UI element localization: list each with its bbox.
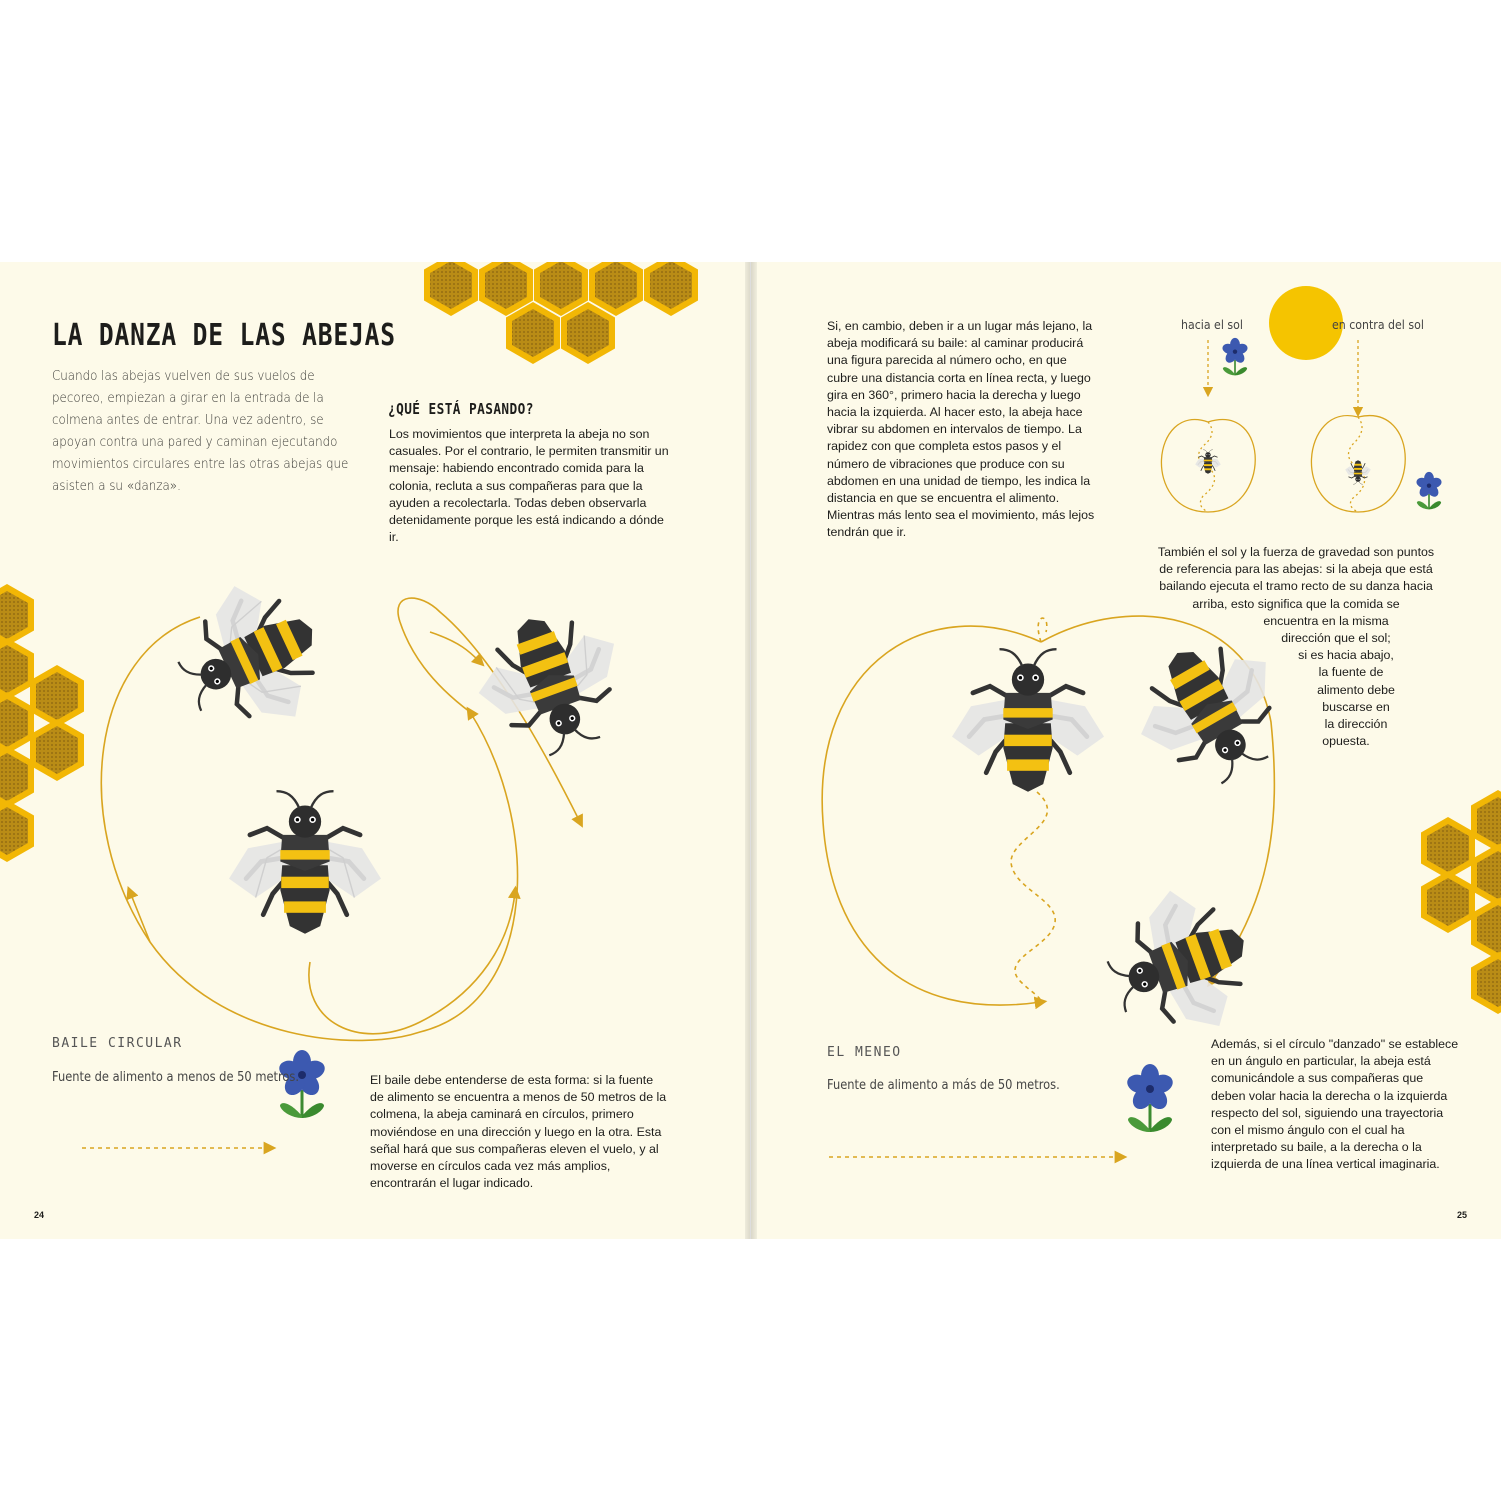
bee-waggle-bottom (1092, 873, 1268, 1054)
honeycomb-left (0, 584, 84, 862)
subheading: ¿QUÉ ESTÁ PASANDO? (388, 400, 534, 418)
gravity-line: si es hacia abajo, (1298, 648, 1394, 663)
subheading-text: Los movimientos que interpreta la abeja no son casuales. Por el contrario, le permiten transmitir un mensaje: habiendo encontrado comida para la colonia, recluta a sus compañeras para que la ayuden a recolectarla. Todas deben observarla detenidamente porque les está indicando a dónde ir. (389, 427, 669, 545)
honeycomb-right (1421, 790, 1501, 1014)
mini-dance-diagrams (1161, 340, 1405, 512)
gravity-line: de referencia para las abejas: si la abeja que está (1159, 562, 1433, 577)
page-number-left: 24 (34, 1210, 45, 1220)
section-caption-waggle: Fuente de alimento a más de 50 metros. (827, 1078, 1060, 1093)
sun-label-toward: hacia el sol (1181, 317, 1243, 332)
bee-upper-left (159, 564, 342, 752)
gravity-text (1131, 544, 1461, 750)
gravity-line: dirección que el sol; (1281, 631, 1391, 646)
circular-dance-path (101, 598, 580, 1040)
flower-icon-small-2 (1415, 472, 1443, 509)
gravity-line: la dirección (1324, 717, 1388, 732)
gravity-line: arriba, esto significa que la comida se (1192, 596, 1400, 611)
right-page (751, 262, 1501, 1239)
sun-label-against: en contra del sol (1332, 317, 1424, 332)
section-label-waggle: EL MENEO (827, 1045, 902, 1060)
flower-icon (1125, 1064, 1175, 1132)
page-number-right: 25 (1457, 1210, 1468, 1220)
gravity-line: También el sol y la fuerza de gravedad son puntos (1157, 545, 1435, 559)
right-top-text: Si, en cambio, deben ir a un lugar más lejano, la abeja modificará su baile: al caminar producirá una figura parecida al número ocho, en que cubre una distancia corta en línea recta, y luego gira en 360°, primero hacia la derecha y luego hacia la izquierda. Al hacer esto, la abeja hace vibrar su abdomen en intervalos de tiempo. La rapidez con que completa estos pasos y el número de vibraciones que produce con su abdomen en una unidad de tiempo, les indica la distancia en que se encuentra el alimento. Mientras más lento sea el movimiento, más lejos tendrán que ir. (827, 319, 1095, 540)
left-page (0, 262, 750, 1239)
gravity-line: bailando ejecuta el tramo recto de su danza hacia (1159, 579, 1433, 594)
page-title: LA DANZA DE LAS ABEJAS (52, 318, 396, 353)
bottom-text-right: Además, si el círculo "danzado" se establece en un ángulo en particular, la abeja está comunicándole a sus compañeras que deben volar hacia la derecha o la izquierda respecto del sol, siguiendo una trayectoria con el mismo ángulo con el cual ha interpretado su baile, a la derecha o la izquierda de una línea vertical imaginaria. (1211, 1037, 1459, 1172)
gravity-line: alimento debe (1317, 682, 1395, 697)
bee-waggle-left (952, 649, 1104, 792)
gravity-line: opuesta. (1322, 734, 1370, 749)
intro-text: Cuando las abejas vuelven de sus vuelos de pecoreo, empiezan a girar en la entrada de la colmena antes de entrar. Una vez adentro, se apoyan contra una pared y caminan ejecutando movimientos circulares entre las otras abejas que asisten a su «danza». (52, 369, 349, 494)
bee-center (229, 791, 381, 934)
section-caption-circular: Fuente de alimento a menos de 50 metros. (52, 1070, 300, 1085)
gravity-line: buscarse en (1322, 699, 1390, 714)
honeycomb-top (424, 262, 698, 364)
gravity-line: encuentra en la misma (1263, 613, 1389, 628)
book-gutter (745, 262, 757, 1239)
flower-icon-small-1 (1221, 338, 1249, 375)
section-label-circular: BAILE CIRCULAR (52, 1036, 183, 1051)
bottom-text-left: El baile debe entenderse de esta forma: si la fuente de alimento se encuentra a menos de 50 metros de la colmena, la abeja caminará en círculos, primero moviéndose en una dirección y luego en la otra. Esta señal hará que sus compañeras eleven el vuelo, y al moverse en círculos cada vez más amplios, encontrarán el lugar indicado. (370, 1073, 667, 1191)
gravity-line: la fuente de (1318, 665, 1384, 680)
